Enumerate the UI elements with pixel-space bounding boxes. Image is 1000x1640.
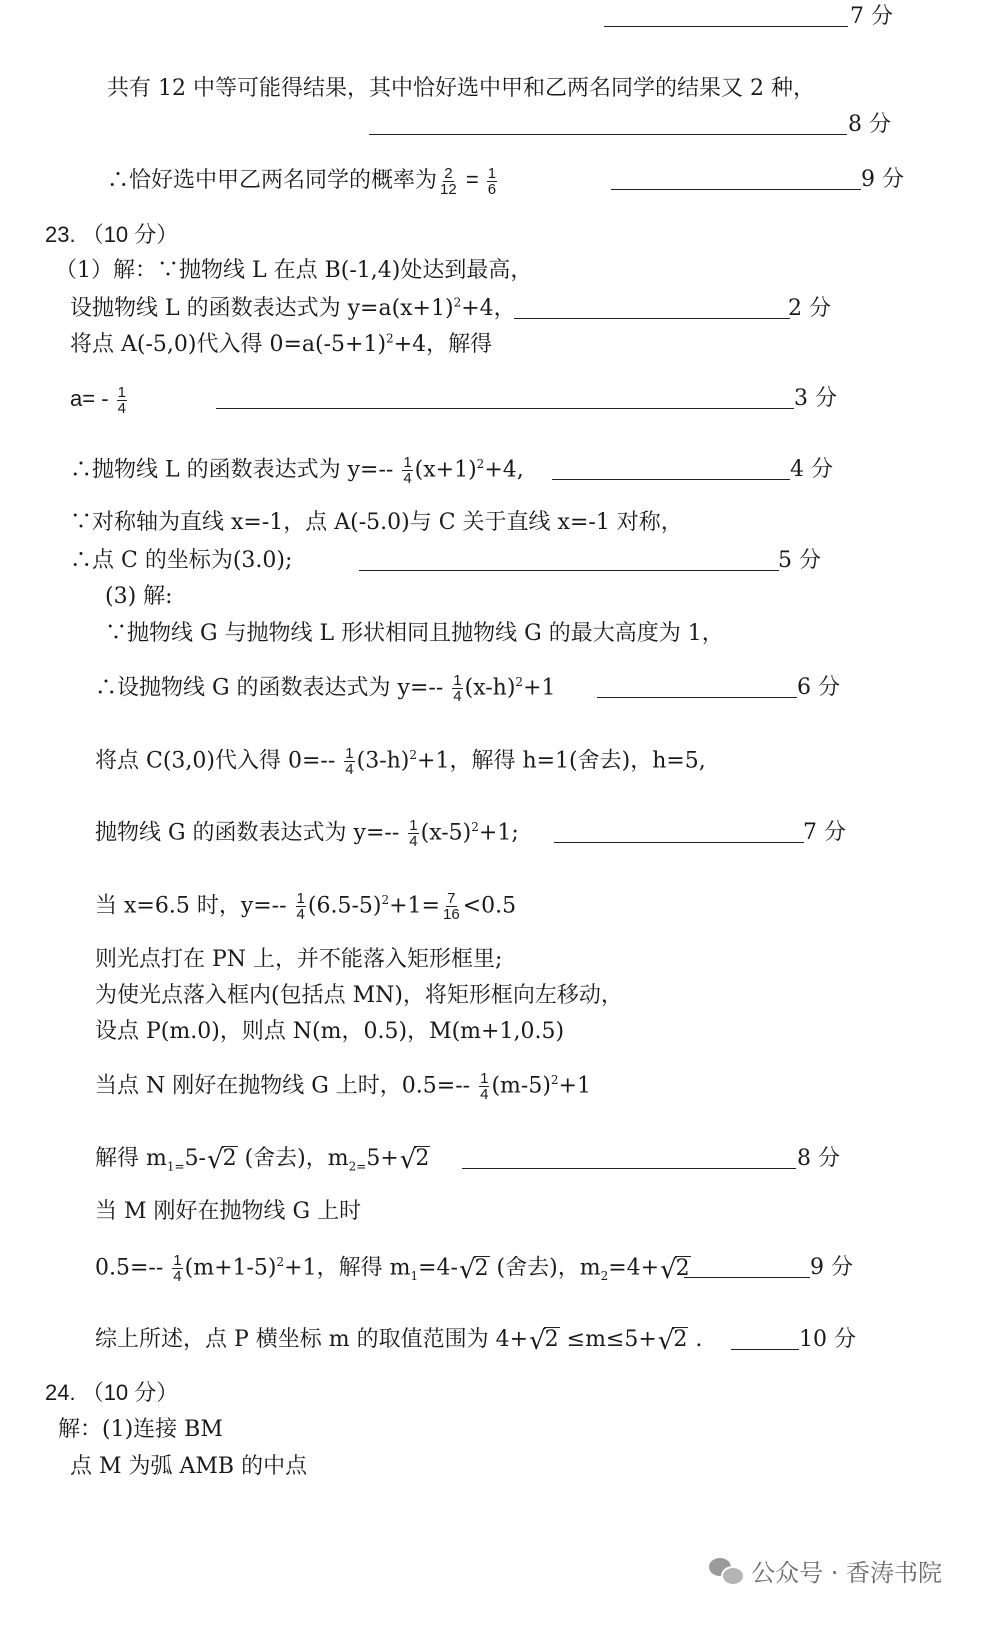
- score-9b: 9 分: [810, 1255, 853, 1280]
- score-10: 10 分: [799, 1327, 856, 1352]
- fraction-1-6: $\frac{1}{6}$: [487, 164, 497, 198]
- part-3-header: (3) 解:: [105, 584, 173, 609]
- score-8: 8 分: [848, 112, 891, 137]
- formula-line-26: 综上所述，点 P 横坐标 m 的取值范围为 4+√2 ≤m≤5+√2 . 10 分: [95, 1326, 856, 1356]
- text-line-6: （1）解：∵抛物线 L 在点 B(-1,4)处达到最高，: [55, 258, 533, 283]
- formula-line-7: 设抛物线 L 的函数表达式为 $y=a(x+1)^2+4$， 2 分: [70, 294, 870, 324]
- text-line-21: 设点 P(m.0)，则点 N(m，0.5)，M(m+1,0.5): [95, 1019, 565, 1044]
- fraction-2-12: $\frac{2}{12}$: [440, 164, 457, 198]
- formula-line-15: ∴设抛物线 G 的函数表达式为 y=-- $\frac{1}{4}$ $(x-h)^2+1$ 6 分: [95, 672, 840, 705]
- text-line-19: 则光点打在 PN 上，并不能落入矩形框里;: [95, 947, 503, 972]
- formula-line-17: 抛物线 G 的函数表达式为 y=-- $\frac{1}{4}$ $(x-5)^2+1$; 7 分: [95, 817, 846, 850]
- text-line-28: 解：(1)连接 BM: [58, 1417, 223, 1442]
- score-3: 3 分: [794, 386, 837, 411]
- score-8b: 8 分: [797, 1146, 840, 1171]
- text-line-24: 当 M 刚好在抛物线 G 上时: [95, 1199, 362, 1224]
- question-24-header: 24. （10 分）: [45, 1380, 179, 1405]
- question-23-header: 23. （10 分）: [45, 222, 179, 247]
- text-line-20: 为使光点落入框内(包括点 MN)，将矩形框向左移动，: [95, 983, 623, 1008]
- formula-line-25: 0.5=-- $\frac{1}{4}$ $(m+1-5)^2+1$，解得 $m_1=4-√2$ (舍去)，$m_2=4+√2$ 9 分: [95, 1252, 853, 1285]
- watermark-text: 公众号 · 香涛书院: [751, 1559, 942, 1587]
- text-line-2: 共有 12 中等可能得结果，其中恰好选中甲和乙两名同学的结果又 2 种，: [107, 76, 815, 101]
- formula-line-9: a= - $\frac{1}{4}$ 3 分: [70, 383, 837, 417]
- formula-line-22: 当点 N 刚好在抛物线 G 上时，0.5=-- $\frac{1}{4}$ $(m-5)^2+1$: [95, 1070, 591, 1103]
- text-line-29: 点 M 为弧 AMB 的中点: [70, 1454, 308, 1479]
- score-6: 6 分: [797, 675, 840, 700]
- score-7b: 7 分: [803, 820, 846, 845]
- formula-line-10: ∴抛物线 L 的函数表达式为 y=-- $\frac{1}{4}$ $(x+1)^2+4$, 4 分: [70, 454, 833, 487]
- text-line-14: ∵抛物线 G 与抛物线 L 形状相同且抛物线 G 的最大高度为 1，: [105, 621, 724, 646]
- score-7: 7 分: [850, 4, 893, 29]
- wechat-icon: [709, 1556, 743, 1586]
- score-4: 4 分: [790, 457, 833, 482]
- formula-line-18: 当 x=6.5 时，y=-- $\frac{1}{4}$ $(6.5-5)^2+1=$ $\frac{7}{16}$ <0.5: [95, 890, 517, 923]
- formula-line-23: 解得 $m_{1=}5-√2$ (舍去)，$m_{2=}5+√2$ 8 分: [95, 1145, 840, 1175]
- score-9: 9 分: [861, 167, 904, 192]
- text-line-11: ∵对称轴为直线 x=-1，点 A(-5.0)与 C 关于直线 x=-1 对称，: [70, 510, 683, 535]
- watermark: [709, 1553, 942, 1588]
- formula-line-8: 将点 A(-5,0)代入得 $0=a(-5+1)^2+4$，解得: [70, 331, 493, 357]
- score-5: 5 分: [778, 548, 821, 573]
- probability-text: ∴恰好选中甲乙两名同学的概率为: [107, 168, 438, 193]
- text-line-12: ∴点 C 的坐标为(3.0); 5 分: [70, 546, 870, 576]
- formula-line-16: 将点 C(3,0)代入得 0=-- $\frac{1}{4}$ $(3-h)^2+1$，解得 h=1(舍去)，h=5,: [95, 745, 706, 778]
- probability-line: ∴恰好选中甲乙两名同学的概率为 $\frac{2}{12}$ = $\frac{1}{6}$ 9 分: [107, 164, 904, 198]
- score-2: 2 分: [788, 296, 831, 321]
